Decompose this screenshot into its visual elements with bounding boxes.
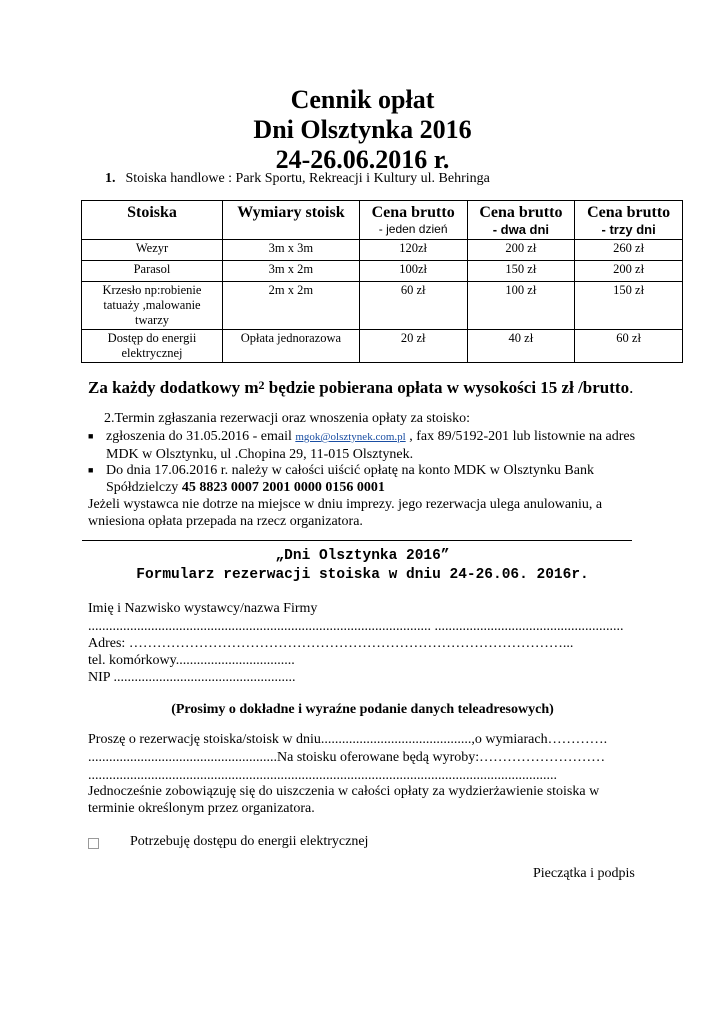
table-cell: Krzesło np:robienie tatuaży ,malowanie twarzy — [82, 282, 223, 330]
bullet-payment: ■ Do dnia 17.06.2016 r. należy w całości uiścić opłatę na konto MDK w Olsztynku Bank Spółdzielczy 45 8823 0007 2001 0000 0156 0001 — [88, 463, 594, 495]
bullet-deadline: ■ zgłoszenia do 31.05.2016 - email mgok@olsztynek.com.pl , fax 89/5192-201 lub listownie na adres MDK w Olsztynku, ul .Chopina 29, 11-015 Olsztynek. — [88, 429, 636, 462]
table-cell: 100 zł — [467, 282, 575, 330]
energy-checkbox-label: Potrzebuję dostępu do energii elektrycznej — [130, 834, 369, 849]
reservation-date-field[interactable]: Proszę o rezerwację stoiska/stoisk w dniu...........................................,o wymiarach…………. — [88, 732, 608, 747]
section1-text: Stoiska handlowe : Park Sportu, Rekreacji i Kultury ul. Behringa — [125, 171, 490, 186]
table-cell: 100zł — [359, 261, 467, 282]
cancellation-note: Jeżeli wystawca nie dotrze na miejsce w dniu imprezy. jego rezerwacja ulega anulowaniu, a wniesiona opłata przepada na rzecz organizatora. — [88, 497, 603, 529]
table-cell: 3m x 3m — [223, 240, 360, 261]
extra-fee-note: Za każdy dodatkowy $m^2$ będzie pobierana opłata w wysokości 15 zł /brutto. — [88, 378, 634, 397]
form-title: „Dni Olsztynka 2016” — [275, 548, 450, 564]
price-table — [81, 200, 683, 363]
bullet-icon: ■ — [88, 465, 94, 475]
table-cell: 260 zł — [575, 240, 683, 261]
name-label: Imię i Nazwisko wystawcy/nazwa Firmy — [88, 601, 318, 616]
event-title: Dni Olsztynka 2016 — [253, 115, 472, 144]
email-link[interactable]: mgok@olsztynek.com.pl — [295, 431, 406, 443]
table-cell: 150 zł — [467, 261, 575, 282]
table-header-row — [82, 201, 683, 240]
nip-field[interactable]: NIP .................................................... — [88, 670, 296, 685]
contact-data-note: (Prosimy o dokładne i wyraźne podanie danych teleadresowych) — [171, 702, 554, 717]
signature-label: Pieczątka i podpis — [533, 866, 635, 881]
table-cell: 2m x 2m — [223, 282, 360, 330]
bullet-icon: ■ — [88, 431, 94, 441]
table-cell: Parasol — [82, 261, 223, 282]
address-field[interactable]: Adres: …………………………………………………………………………………... — [88, 636, 574, 651]
commitment-text-continued: terminie określonym przez organizatora. — [88, 801, 315, 816]
table-cell: Dostęp do energii elektrycznej — [82, 330, 223, 363]
table-cell: Opłata jednorazowa — [223, 330, 360, 363]
name-field[interactable]: .................................................................................................. ...................................................... — [88, 619, 624, 634]
products-field-continued[interactable]: ...................................................................................................................................... — [88, 768, 557, 783]
page-title: Cennik opłat — [290, 85, 435, 114]
section1-number: 1. — [105, 171, 116, 186]
header-wymiary: Wymiary stoisk — [223, 201, 360, 240]
section2-heading: 2.Termin zgłaszania rezerwacji oraz wnoszenia opłaty za stoisko: — [104, 411, 470, 426]
header-price-1day: Cena brutto - jeden dzień — [359, 201, 467, 240]
phone-field[interactable]: tel. komórkowy.................................. — [88, 653, 295, 668]
products-field[interactable]: ......................................................Na stoisku oferowane będą wyroby:……………………… — [88, 750, 606, 765]
table-row — [82, 282, 683, 330]
table-cell: 120zł — [359, 240, 467, 261]
form-subtitle: Formularz rezerwacji stoiska w dniu 24-26.06. 2016r. — [136, 567, 589, 583]
table-cell: 60 zł — [359, 282, 467, 330]
event-dates: 24-26.06.2016 r. — [275, 145, 450, 174]
divider — [82, 540, 632, 541]
table-cell: 60 zł — [575, 330, 683, 363]
table-cell: 200 zł — [575, 261, 683, 282]
section1 — [105, 171, 490, 187]
table-cell: Wezyr — [82, 240, 223, 261]
bank-account: 45 8823 0007 2001 0000 0156 0001 — [181, 480, 385, 495]
energy-checkbox[interactable] — [88, 838, 99, 849]
commitment-text: Jednocześnie zobowiązuję się do uiszczenia w całości opłaty za wydzierżawienie stoiska w — [88, 784, 600, 799]
table-row — [82, 261, 683, 282]
header-stoiska: Stoiska — [82, 201, 223, 240]
table-cell: 200 zł — [467, 240, 575, 261]
table-cell: 20 zł — [359, 330, 467, 363]
table-cell: 40 zł — [467, 330, 575, 363]
table-row — [82, 240, 683, 261]
header-price-2days: Cena brutto - dwa dni — [467, 201, 575, 240]
table-row — [82, 330, 683, 363]
table-cell: 3m x 2m — [223, 261, 360, 282]
table-cell: 150 zł — [575, 282, 683, 330]
header-price-3days: Cena brutto - trzy dni — [575, 201, 683, 240]
